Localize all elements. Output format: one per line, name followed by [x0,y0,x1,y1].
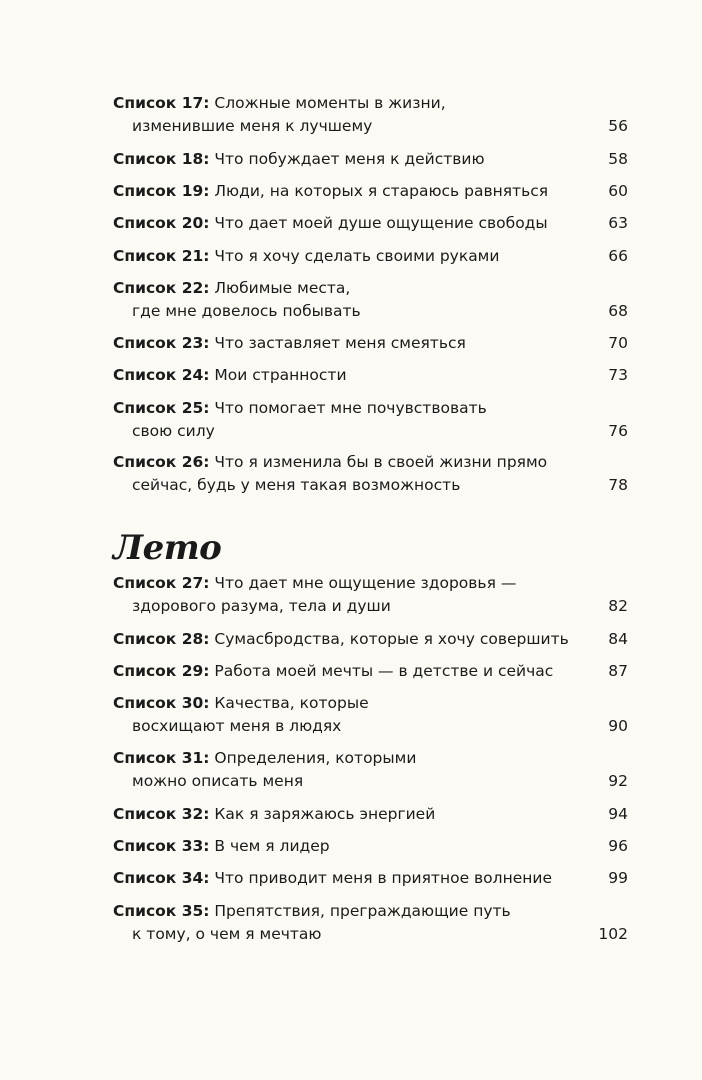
toc-entry-34 [113,867,628,890]
page-number: 73 [608,366,628,384]
entry-label: Список 25: [113,399,210,417]
page-number: 87 [608,662,628,680]
page-number: 102 [598,925,628,943]
toc-entry-20 [113,212,628,235]
toc-entry-31 [113,747,628,793]
page-number: 76 [608,422,628,440]
entry-label: Список 24: [113,366,210,384]
entry-title: Препятствия, преграждающие путь [214,902,511,920]
page-number: 78 [608,476,628,494]
toc-entry-23 [113,332,628,355]
entry-label: Список 32: [113,805,210,823]
entry-title: Сумасбродства, которые я хочу совершить [214,630,569,648]
toc-entry-17 [113,92,628,138]
entry-title: Что я изменила бы в своей жизни прямо [214,453,548,471]
toc-entry-28 [113,628,628,651]
toc-entry-24 [113,364,628,387]
entry-title-continued: где мне довелось побывать [132,302,361,320]
entry-title: Что побуждает меня к действию [214,150,485,168]
page-number: 96 [608,837,628,855]
toc-entry-30 [113,692,628,738]
entry-title: Работа моей мечты — в детстве и сейчас [214,662,554,680]
page-number: 82 [608,597,628,615]
toc-entry-21 [113,245,628,268]
entry-label: Список 27: [113,574,210,592]
page-number: 90 [608,717,628,735]
entry-label: Список 19: [113,182,210,200]
toc-entry-25 [113,397,628,443]
section-title: Лето [113,528,222,568]
entry-label: Список 21: [113,247,210,265]
entry-title-continued: восхищают меня в людях [132,717,342,735]
entry-label: Список 17: [113,94,210,112]
page-number: 70 [608,334,628,352]
page-number: 99 [608,869,628,887]
entry-title-continued: к тому, о чем я мечтаю [132,925,322,943]
entry-title: Качества, которые [214,694,369,712]
page-number: 56 [608,117,628,135]
entry-label: Список 31: [113,749,210,767]
entry-label: Список 26: [113,453,210,471]
entry-title: Как я заряжаюсь энергией [214,805,436,823]
entry-title: Что я хочу сделать своими руками [214,247,500,265]
page-number: 63 [608,214,628,232]
page-number: 92 [608,772,628,790]
entry-label: Список 33: [113,837,210,855]
entry-title-continued: изменившие меня к лучшему [132,117,373,135]
entry-title: Что дает мне ощущение здоровья — [214,574,517,592]
entry-label: Список 30: [113,694,210,712]
entry-title: Сложные моменты в жизни, [214,94,446,112]
page-number: 94 [608,805,628,823]
entry-title-continued: можно описать меня [132,772,304,790]
entry-title: Что дает моей душе ощущение свободы [214,214,548,232]
entry-label: Список 34: [113,869,210,887]
entry-label: Список 22: [113,279,210,297]
page-number: 58 [608,150,628,168]
entry-title-continued: сейчас, будь у меня такая возможность [132,476,461,494]
page-number: 68 [608,302,628,320]
entry-title: Определения, которыми [214,749,417,767]
toc-entry-19 [113,180,628,203]
toc-entry-18 [113,148,628,171]
entry-title: Что помогает мне почувствовать [214,399,487,417]
entry-label: Список 29: [113,662,210,680]
entry-title: Что приводит меня в приятное волнение [214,869,552,887]
entry-title: Люди, на которых я стараюсь равняться [214,182,549,200]
entry-label: Список 18: [113,150,210,168]
entry-title: Мои странности [214,366,347,384]
entry-label: Список 20: [113,214,210,232]
toc-entry-22 [113,277,628,323]
page-number: 60 [608,182,628,200]
entry-label: Список 23: [113,334,210,352]
page-number: 66 [608,247,628,265]
page-number: 84 [608,630,628,648]
toc-entry-26 [113,451,628,497]
entry-title: В чем я лидер [214,837,330,855]
entry-label: Список 35: [113,902,210,920]
toc-entry-32 [113,803,628,826]
toc-entry-29 [113,660,628,683]
entry-title: Что заставляет меня смеяться [214,334,466,352]
entry-title-continued: здорового разума, тела и души [132,597,391,615]
entry-label: Список 28: [113,630,210,648]
toc-entry-35 [113,900,628,946]
toc-entry-33 [113,835,628,858]
entry-title: Любимые места, [214,279,351,297]
entry-title-continued: свою силу [132,422,215,440]
toc-entry-27 [113,572,628,618]
